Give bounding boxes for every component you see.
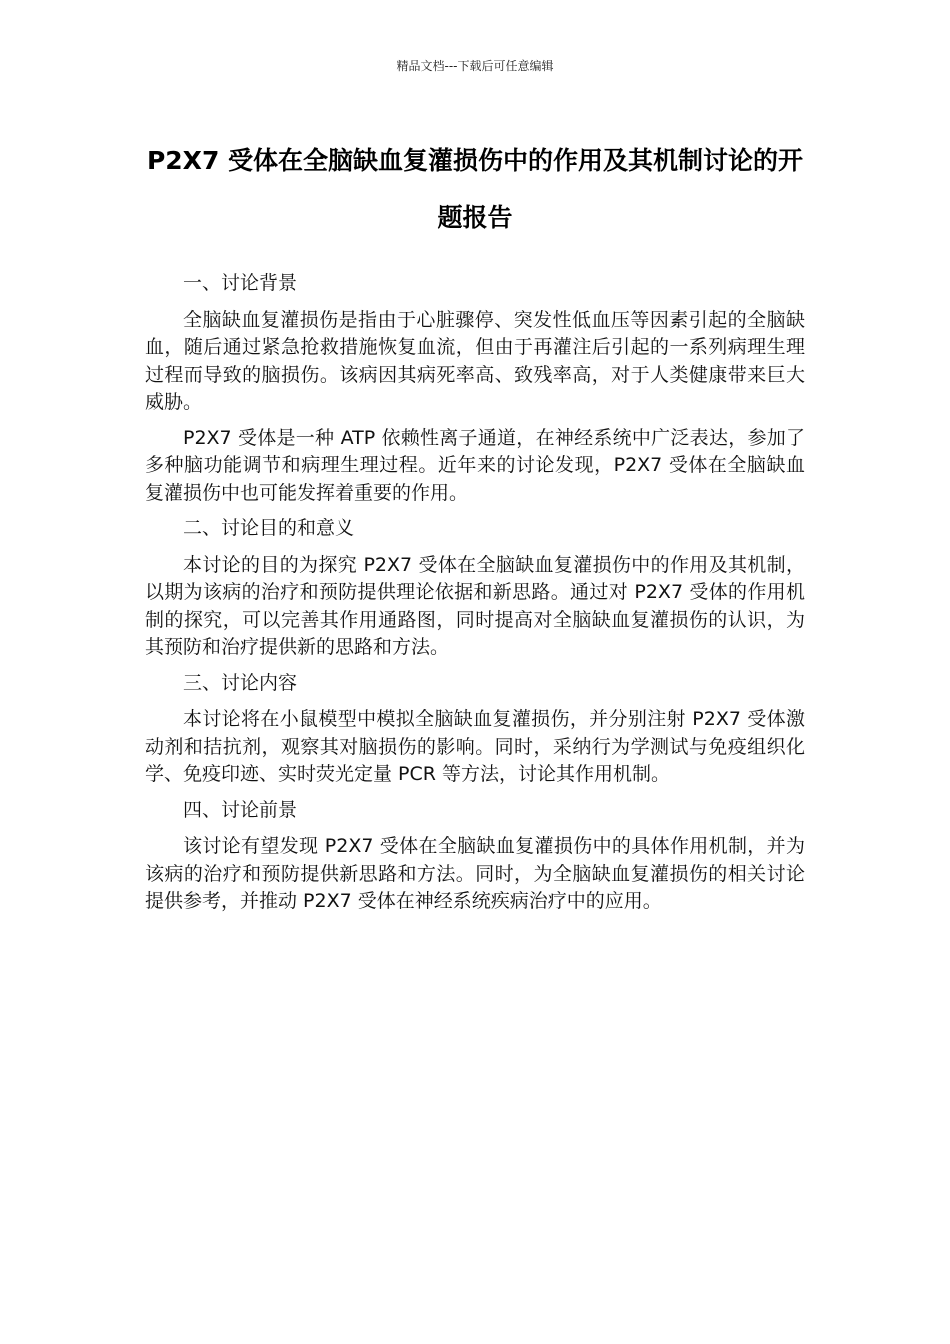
paragraph-content-1: 本讨论将在小鼠模型中模拟全脑缺血复灌损伤，并分别注射 P2X7 受体激动剂和拮抗剂，观察其对脑损伤的影响。同时，采纳行为学测试与免疫组织化学、免疫印迹、实时荧光定量 PCR 等方法，讨论其作用机制。: [145, 708, 805, 785]
document-title: P2X7 受体在全脑缺血复灌损伤中的作用及其机制讨论的开题报告: [146, 146, 804, 232]
section-heading-prospect: 四、讨论前景: [183, 798, 298, 821]
paragraph-background-1: 全脑缺血复灌损伤是指由于心脏骤停、突发性低血压等因素引起的全脑缺血，随后通过紧急抢救措施恢复血流，但由于再灌注后引起的一系列病理生理过程而导致的脑损伤。该病因其病死率高、致残率高，对于人类健康带来巨大威胁。: [145, 308, 805, 413]
paragraph-purpose-1: 本讨论的目的为探究 P2X7 受体在全脑缺血复灌损伤中的作用及其机制，以期为该病的治疗和预防提供理论依据和新思路。通过对 P2X7 受体的作用机制的探究，可以完善其作用通路图，同时提高对全脑缺血复灌损伤的认识，为其预防和治疗提供新的思路和方法。: [145, 553, 805, 658]
paragraph-prospect-1: 该讨论有望发现 P2X7 受体在全脑缺血复灌损伤中的具体作用机制，并为该病的治疗和预防提供新思路和方法。同时，为全脑缺血复灌损伤的相关讨论提供参考，并推动 P2X7 受体在神经系统疾病治疗中的应用。: [145, 835, 805, 912]
paragraph-background-2: P2X7 受体是一种 ATP 依赖性离子通道，在神经系统中广泛表达，参加了多种脑功能调节和病理生理过程。近年来的讨论发现，P2X7 受体在全脑缺血复灌损伤中也可能发挥着重要的作用。: [145, 426, 805, 504]
header-note: 精品文档---下载后可任意编辑: [396, 59, 554, 73]
section-heading-content: 三、讨论内容: [183, 671, 298, 694]
section-heading-purpose: 二、讨论目的和意义: [183, 517, 355, 539]
document-body: [145, 270, 805, 924]
section-heading-background: 一、讨论背景: [183, 272, 298, 294]
